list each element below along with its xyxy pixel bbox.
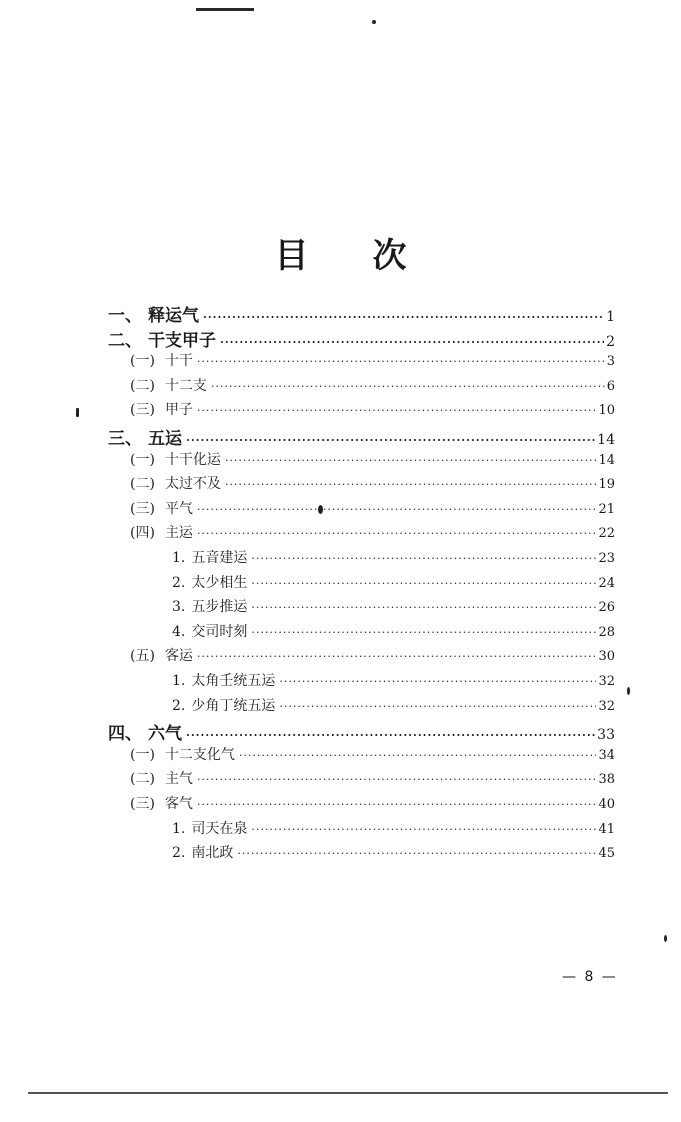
toc-entry-title: 十干 [164, 353, 193, 370]
toc-entry-number: (二) [130, 377, 155, 394]
dot-leader [197, 650, 597, 663]
toc-entry-number: 一、 [108, 306, 142, 326]
dot-leader [251, 823, 596, 836]
toc-entry-page: 30 [598, 649, 615, 665]
toc-entry-page: 19 [598, 477, 615, 493]
toc-entry-title: 释运气 [148, 306, 199, 326]
toc-entry-title: 太少相生 [191, 574, 248, 591]
toc-entry [130, 744, 615, 768]
toc-entry-page: 1 [606, 309, 615, 325]
toc-entry-number: 二、 [108, 330, 142, 351]
dot-leader [225, 454, 597, 467]
toc-entry-number: (一) [130, 746, 155, 763]
toc-entry-title: 南北政 [191, 845, 234, 862]
toc-entry-number: 2. [172, 845, 186, 862]
toc-entry [108, 424, 615, 448]
toc-entry [172, 572, 615, 596]
toc-entry-number: 1. [172, 820, 186, 837]
toc-entry [130, 522, 615, 546]
toc-entry [172, 670, 615, 694]
toc-entry [130, 498, 615, 522]
toc-entry-title: 十二支化气 [164, 746, 235, 763]
toc-entry-title: 交司时刻 [191, 623, 248, 640]
dot-leader [279, 675, 596, 688]
toc-entry-title: 甲子 [164, 402, 193, 419]
toc-entry [130, 768, 615, 792]
toc-entry-number: 4. [172, 623, 186, 640]
toc-entry-number: 2. [172, 574, 186, 591]
dot-leader [220, 336, 604, 349]
toc-entry-page: 6 [606, 378, 615, 394]
toc-entry [130, 793, 615, 817]
toc-entry-title: 主气 [164, 771, 193, 788]
toc-entry-number: (五) [130, 648, 155, 665]
toc-entry-page: 40 [598, 797, 615, 812]
dot-leader [197, 355, 605, 368]
toc-entry-page: 33 [597, 727, 615, 744]
dot-leader [186, 729, 595, 742]
toc-entry-number: 3. [172, 599, 186, 616]
toc-entry-page: 45 [598, 846, 615, 862]
toc-entry-page: 22 [598, 526, 615, 542]
dot-leader [239, 749, 597, 762]
toc-entry-page: 26 [598, 600, 615, 616]
dot-leader [211, 380, 605, 393]
dot-leader [197, 798, 597, 811]
toc-entry-page: 24 [598, 575, 615, 591]
toc-entry-number: (一) [130, 451, 155, 468]
toc-entry-number: 四、 [108, 724, 142, 745]
toc-entry-page: 41 [598, 821, 615, 837]
toc-entry-title: 太过不及 [164, 476, 221, 493]
toc-entry-page: 28 [598, 624, 615, 640]
toc-entry-number: (四) [130, 525, 155, 542]
toc-entry [108, 719, 615, 743]
dot-leader [197, 404, 597, 417]
toc-entry-page: 32 [598, 674, 615, 689]
toc-entry [172, 547, 615, 571]
dot-leader [197, 503, 597, 516]
toc-entry-title: 十二支 [164, 377, 207, 394]
toc-entry-page: 3 [606, 354, 615, 370]
scan-speck [76, 408, 79, 417]
dot-leader [203, 311, 604, 324]
toc-entry-title: 五步推运 [191, 599, 248, 616]
toc-entry [130, 350, 615, 374]
toc-entry-title: 少角丁统五运 [191, 697, 276, 714]
toc-entry [130, 399, 615, 423]
toc-entry-page: 32 [598, 698, 615, 714]
dot-leader [251, 601, 596, 614]
dot-leader [251, 552, 596, 565]
toc-entry [130, 375, 615, 399]
toc-entry-page: 38 [598, 772, 615, 788]
toc-entry-number: (三) [130, 500, 155, 517]
toc-entry [130, 449, 615, 473]
toc-entry-number: (二) [130, 771, 155, 788]
toc-entry-page: 2 [606, 333, 615, 350]
toc-entry-page: 14 [597, 432, 615, 448]
dot-leader [197, 527, 597, 540]
toc-entry-number: (二) [130, 476, 155, 493]
toc-entry-title: 十干化运 [164, 451, 221, 468]
toc-entry-title: 六气 [148, 724, 182, 745]
toc-entry [172, 818, 615, 842]
toc-entry-title: 主运 [164, 525, 193, 542]
dot-leader [251, 626, 596, 639]
toc-entry-title: 平气 [164, 500, 193, 517]
toc-entry [130, 473, 615, 497]
toc-entry [130, 645, 615, 669]
dot-leader [279, 700, 596, 713]
toc-entry-title: 太角壬统五运 [191, 673, 276, 689]
toc-entry-title: 客气 [164, 796, 193, 812]
dot-leader [225, 478, 597, 491]
toc-entry-page: 10 [598, 403, 615, 419]
toc-entry-page: 14 [598, 452, 615, 468]
title-char-1: 目 [274, 236, 309, 276]
toc-entry-page: 34 [598, 747, 615, 763]
dot-leader [186, 434, 595, 447]
toc-entry-page: 21 [598, 501, 615, 517]
toc-entry-title: 五运 [148, 429, 182, 449]
title-char-2: 次 [372, 236, 407, 276]
top-scan-mark [196, 8, 254, 11]
toc-entry [172, 842, 615, 866]
toc-entry [108, 326, 615, 350]
toc-entry-page: 23 [598, 551, 615, 566]
page-title [0, 228, 681, 277]
scan-speck [664, 935, 667, 942]
dot-leader [197, 773, 597, 786]
bottom-scan-edge [28, 1092, 668, 1094]
toc-entry [172, 695, 615, 719]
toc-entry-title: 五音建运 [191, 550, 248, 566]
toc-entry-number: 1. [172, 550, 186, 566]
dot-leader [251, 577, 596, 590]
toc-entry-number: (三) [130, 402, 155, 419]
toc-entry-number: 2. [172, 697, 186, 714]
toc-entry-number: (三) [130, 796, 155, 812]
toc-entry-number: 1. [172, 673, 186, 689]
toc-entry-number: 三、 [108, 429, 142, 449]
dot-leader [237, 847, 596, 860]
toc-entry-number: (一) [130, 353, 155, 370]
toc-entry-title: 司天在泉 [191, 820, 248, 837]
scan-speck [372, 20, 376, 24]
toc-entry [172, 596, 615, 620]
toc-entry [108, 301, 615, 325]
toc-entry [172, 621, 615, 645]
footer-page-number: — 8 — [562, 969, 618, 985]
toc-entry-title: 客运 [164, 648, 193, 665]
toc-entry-title: 干支甲子 [148, 330, 216, 351]
scan-speck [627, 687, 630, 695]
